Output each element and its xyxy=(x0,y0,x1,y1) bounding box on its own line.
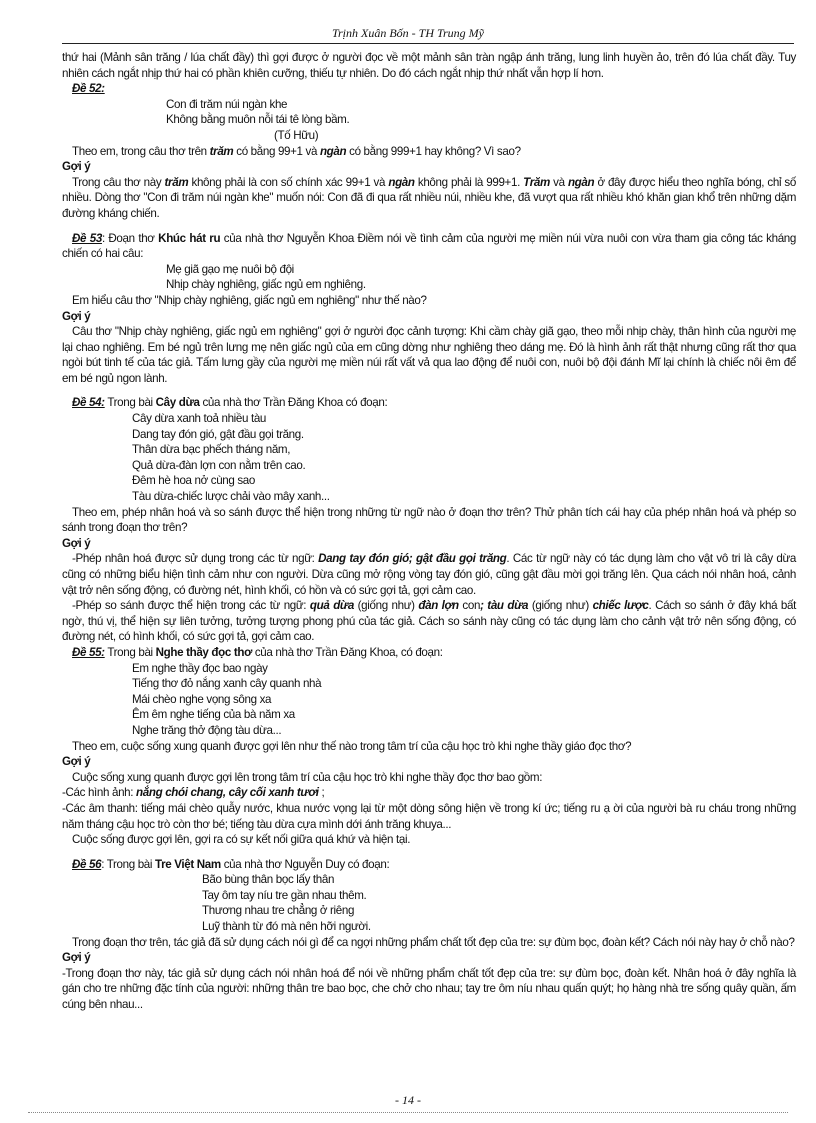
q53-heading: Đề 53 xyxy=(72,231,102,245)
q55-answer-3: -Các âm thanh: tiếng mái chèo quẫy nước, khua nước vọng lại từ một dòng sông hiện về trong kí ức; tiếng ru ạ ời của người bà ru cháu trong những năm tháng cậu học trò còn thơ bé; tiếng tàu dừa cựa mình dới ánh trăng khuya... xyxy=(62,801,796,831)
q56-poem-line: Thương nhau tre chẳng ở riêng xyxy=(202,904,355,918)
q52-question: Theo em, trong câu thơ trên trăm có bằng 99+1 và ngàn có bằng 999+1 hay không? Vì sao? xyxy=(72,144,521,158)
q54-poem-line: Đêm hè hoa nở cùng sao xyxy=(132,474,256,488)
q53-goiy: Gợi ý xyxy=(62,309,91,323)
q54-poem-line: Cây dừa xanh toả nhiều tàu xyxy=(132,412,267,426)
q53-poem-line: Nhịp chày nghiêng, giấc ngủ em nghiêng. xyxy=(166,278,366,292)
footer-rule xyxy=(28,1112,788,1113)
q54-poem-line: Dang tay đón gió, gật đầu gọi trăng. xyxy=(132,427,304,441)
q55-poem-line: Mái chèo nghe vọng sông xa xyxy=(132,692,272,706)
q55-question: Theo em, cuộc sống xung quanh được gợi lên như thế nào trong tâm trí của cậu học trò khi nghe thầy giáo đọc thơ? xyxy=(72,739,632,753)
q56-question: Trong đoạn thơ trên, tác giả đã sử dụng cách nói gì để ca ngợi những phẩm chất tốt đẹp của tre: sự đùm bọc, đoàn kết? Cách nói này hay ở chỗ nào? xyxy=(72,935,795,949)
q56-poem-line: Bão bùng thân bọc lấy thân xyxy=(202,873,335,887)
q52-source: (Tố Hữu) xyxy=(274,128,319,142)
q54-answer-2: -Phép so sánh được thể hiện trong các từ ngữ: quả dừa (giống như) đàn lợn con; tàu dừa (giống như) chiếc lược. Cách so sánh ở đây khá bất ngờ, thú vị, thể hiện sự liên tưởng, tưởng tượng phong phú của tác giả. Cách so sánh này cũng có tác dụng làm cho cảnh vật trở nên sống động, có đường nét, có hình khối, có sức gợi tả, gợi cảm cao. xyxy=(62,599,796,644)
q53-question: Em hiểu câu thơ "Nhịp chày nghiêng, giấc ngủ em nghiêng" như thế nào? xyxy=(72,293,427,307)
q55-answer-4: Cuộc sống được gợi lên, gợi ra có sự kết nối giữa quá khứ và hiện tại. xyxy=(72,833,411,847)
q55-poem-line: Tiếng thơ đỏ nắng xanh cây quanh nhà xyxy=(132,677,322,691)
q54-goiy: Gợi ý xyxy=(62,536,91,550)
q54-heading: Đề 54: xyxy=(72,396,105,410)
q56-goiy: Gợi ý xyxy=(62,951,91,965)
q52-answer: Trong câu thơ này trăm không phải là con số chính xác 99+1 và ngàn không phải là 999+1. Trăm và ngàn ở đây được hiểu theo nghĩa bóng, chỉ số nhiều. Dòng thơ "Con đi trăm núi ngàn khe" muốn nói: Con đã đi qua rất nhiều núi, nhiều khe, đã vượt qua rất nhiều khó khăn gian khổ trên những dặm đường kháng chiến. xyxy=(62,175,796,220)
q55-poem-line: Êm êm nghe tiếng của bà năm xa xyxy=(132,708,295,722)
q52-goiy: Gợi ý xyxy=(62,160,91,174)
q54-answer-1: -Phép nhân hoá được sử dụng trong các từ ngữ: Dang tay đón gió; gật đầu gọi trăng. Các từ ngữ này có tác dụng làm cho vật vô tri là cây dừa cũng có những biểu hiện tình cảm như con người. Dừa cũng mở rộng vòng tay đón gió, cũng gật đầu mời gọi trăng lên. Qua cách nói nhân hoá, cảnh vật trở nên sống động, có đường nét, hình khối, có hồn và có sức gợi tả, gợi cảm cao. xyxy=(62,552,797,597)
q55-goiy: Gợi ý xyxy=(62,755,91,769)
q54-question: Theo em, phép nhân hoá và so sánh được thể hiện trong những từ ngữ nào ở đoạn thơ trên? Thử phân tích cái hay của phép nhân hoá và phép so sánh trong đoạn thơ trên? xyxy=(62,505,796,535)
q52-poem-line: Không bằng muôn nỗi tái tê lòng bầm. xyxy=(166,113,350,127)
q55-answer-2: -Các hình ảnh: nắng chói chang, cây cối xanh tươi ; xyxy=(62,786,325,800)
page-header: Trịnh Xuân Bốn - TH Trung Mỹ xyxy=(331,26,484,40)
page-content xyxy=(62,50,796,1013)
q56-intro: Đề 56: Trong bài Tre Việt Nam của nhà thơ Nguyễn Duy có đoạn: xyxy=(72,857,390,871)
q53-intro: Đề 53: Đoạn thơ Khúc hát ru của nhà thơ Nguyễn Khoa Điềm nói về tình cảm của người mẹ miền núi vừa nuôi con vừa tham gia công tác kháng chiến có hai câu: xyxy=(62,231,797,261)
q55-intro: Đề 55: Trong bài Nghe thầy đọc thơ của nhà thơ Trần Đăng Khoa, có đoạn: xyxy=(72,645,443,659)
header-rule xyxy=(62,43,794,44)
page-number: - 14 - xyxy=(395,1093,421,1107)
q55-answer-1: Cuộc sống xung quanh được gợi lên trong tâm trí của cậu học trò khi nghe thầy đọc thơ bao gồm: xyxy=(72,770,543,784)
q55-heading: Đề 55: xyxy=(72,645,105,659)
q56-answer: -Trong đoạn thơ này, tác giả sử dụng cách nói nhân hoá để nói về những phẩm chất tốt đẹp của tre: sự đùm bọc, đoàn kết. Nhân hoá ở đây nghĩa là gán cho tre những đặc tính của người: những thân tre bao bọc, che chở cho nhau; tay tre ôm níu nhau quấn quýt; họ hàng nhà tre sống quây quần, ấm cúng bên nhau... xyxy=(62,966,796,1012)
q53-poem-line: Mẹ giã gạo mẹ nuôi bộ đội xyxy=(166,262,294,276)
q56-poem-line: Luỹ thành từ đó mà nên hỡi người. xyxy=(202,920,371,934)
q55-poem-line: Nghe trăng thở động tàu dừa... xyxy=(132,723,282,737)
q52-heading-line xyxy=(62,81,796,97)
q54-poem-line: Tàu dừa-chiếc lược chải vào mây xanh... xyxy=(132,490,330,504)
intro-paragraph: thứ hai (Mảnh sân trăng / lúa chất đầy) thì gợi được ở người đọc về một mảnh sân tràn ngập ánh trăng, lung linh huyền ảo, trên đó lúa chất đầy. Tuy nhiên cách ngắt nhịp thứ hai có phần khiên cưỡng, thiếu tự nhiên. Do đó cách ngắt nhịp thứ nhất vẫn hợp lí hơn. xyxy=(62,51,796,80)
q53-answer: Câu thơ "Nhịp chày nghiêng, giấc ngủ em nghiêng" gợi ở người đọc cảnh tượng: Khi cầm chày giã gạo, theo mỗi nhịp chày, thân hình của người mẹ lại chao nghiêng. Em bé ngủ trên lưng mẹ nên giấc ngủ của em cũng dờng như nghiêng theo dáng mẹ. Đó là hình ảnh rất thật nhưng cũng rất thơ qua ngòi bút tinh tế của tác giả. Tấm lưng gầy của người mẹ miền núi rất vất vả qua lao động để nuôi con, nuôi bộ đội đánh Mĩ lại chính là chiếc nôi êm để em bé ngủ ngon lành. xyxy=(62,325,796,385)
q52-heading: Đề 52: xyxy=(72,82,105,96)
q56-poem-line: Tay ôm tay níu tre gần nhau thêm. xyxy=(202,888,367,902)
q56-heading: Đề 56 xyxy=(72,857,102,871)
q54-poem-line: Thân dừa bạc phếch tháng năm, xyxy=(132,443,291,457)
q52-poem-line: Con đi trăm núi ngàn khe xyxy=(166,97,288,111)
q54-intro: Đề 54: Trong bài Cây dừa của nhà thơ Trần Đăng Khoa có đoạn: xyxy=(72,396,388,410)
q55-poem-line: Em nghe thầy đọc bao ngày xyxy=(132,661,268,675)
q54-poem-line: Quả dừa-đàn lợn con nằm trên cao. xyxy=(132,458,306,472)
